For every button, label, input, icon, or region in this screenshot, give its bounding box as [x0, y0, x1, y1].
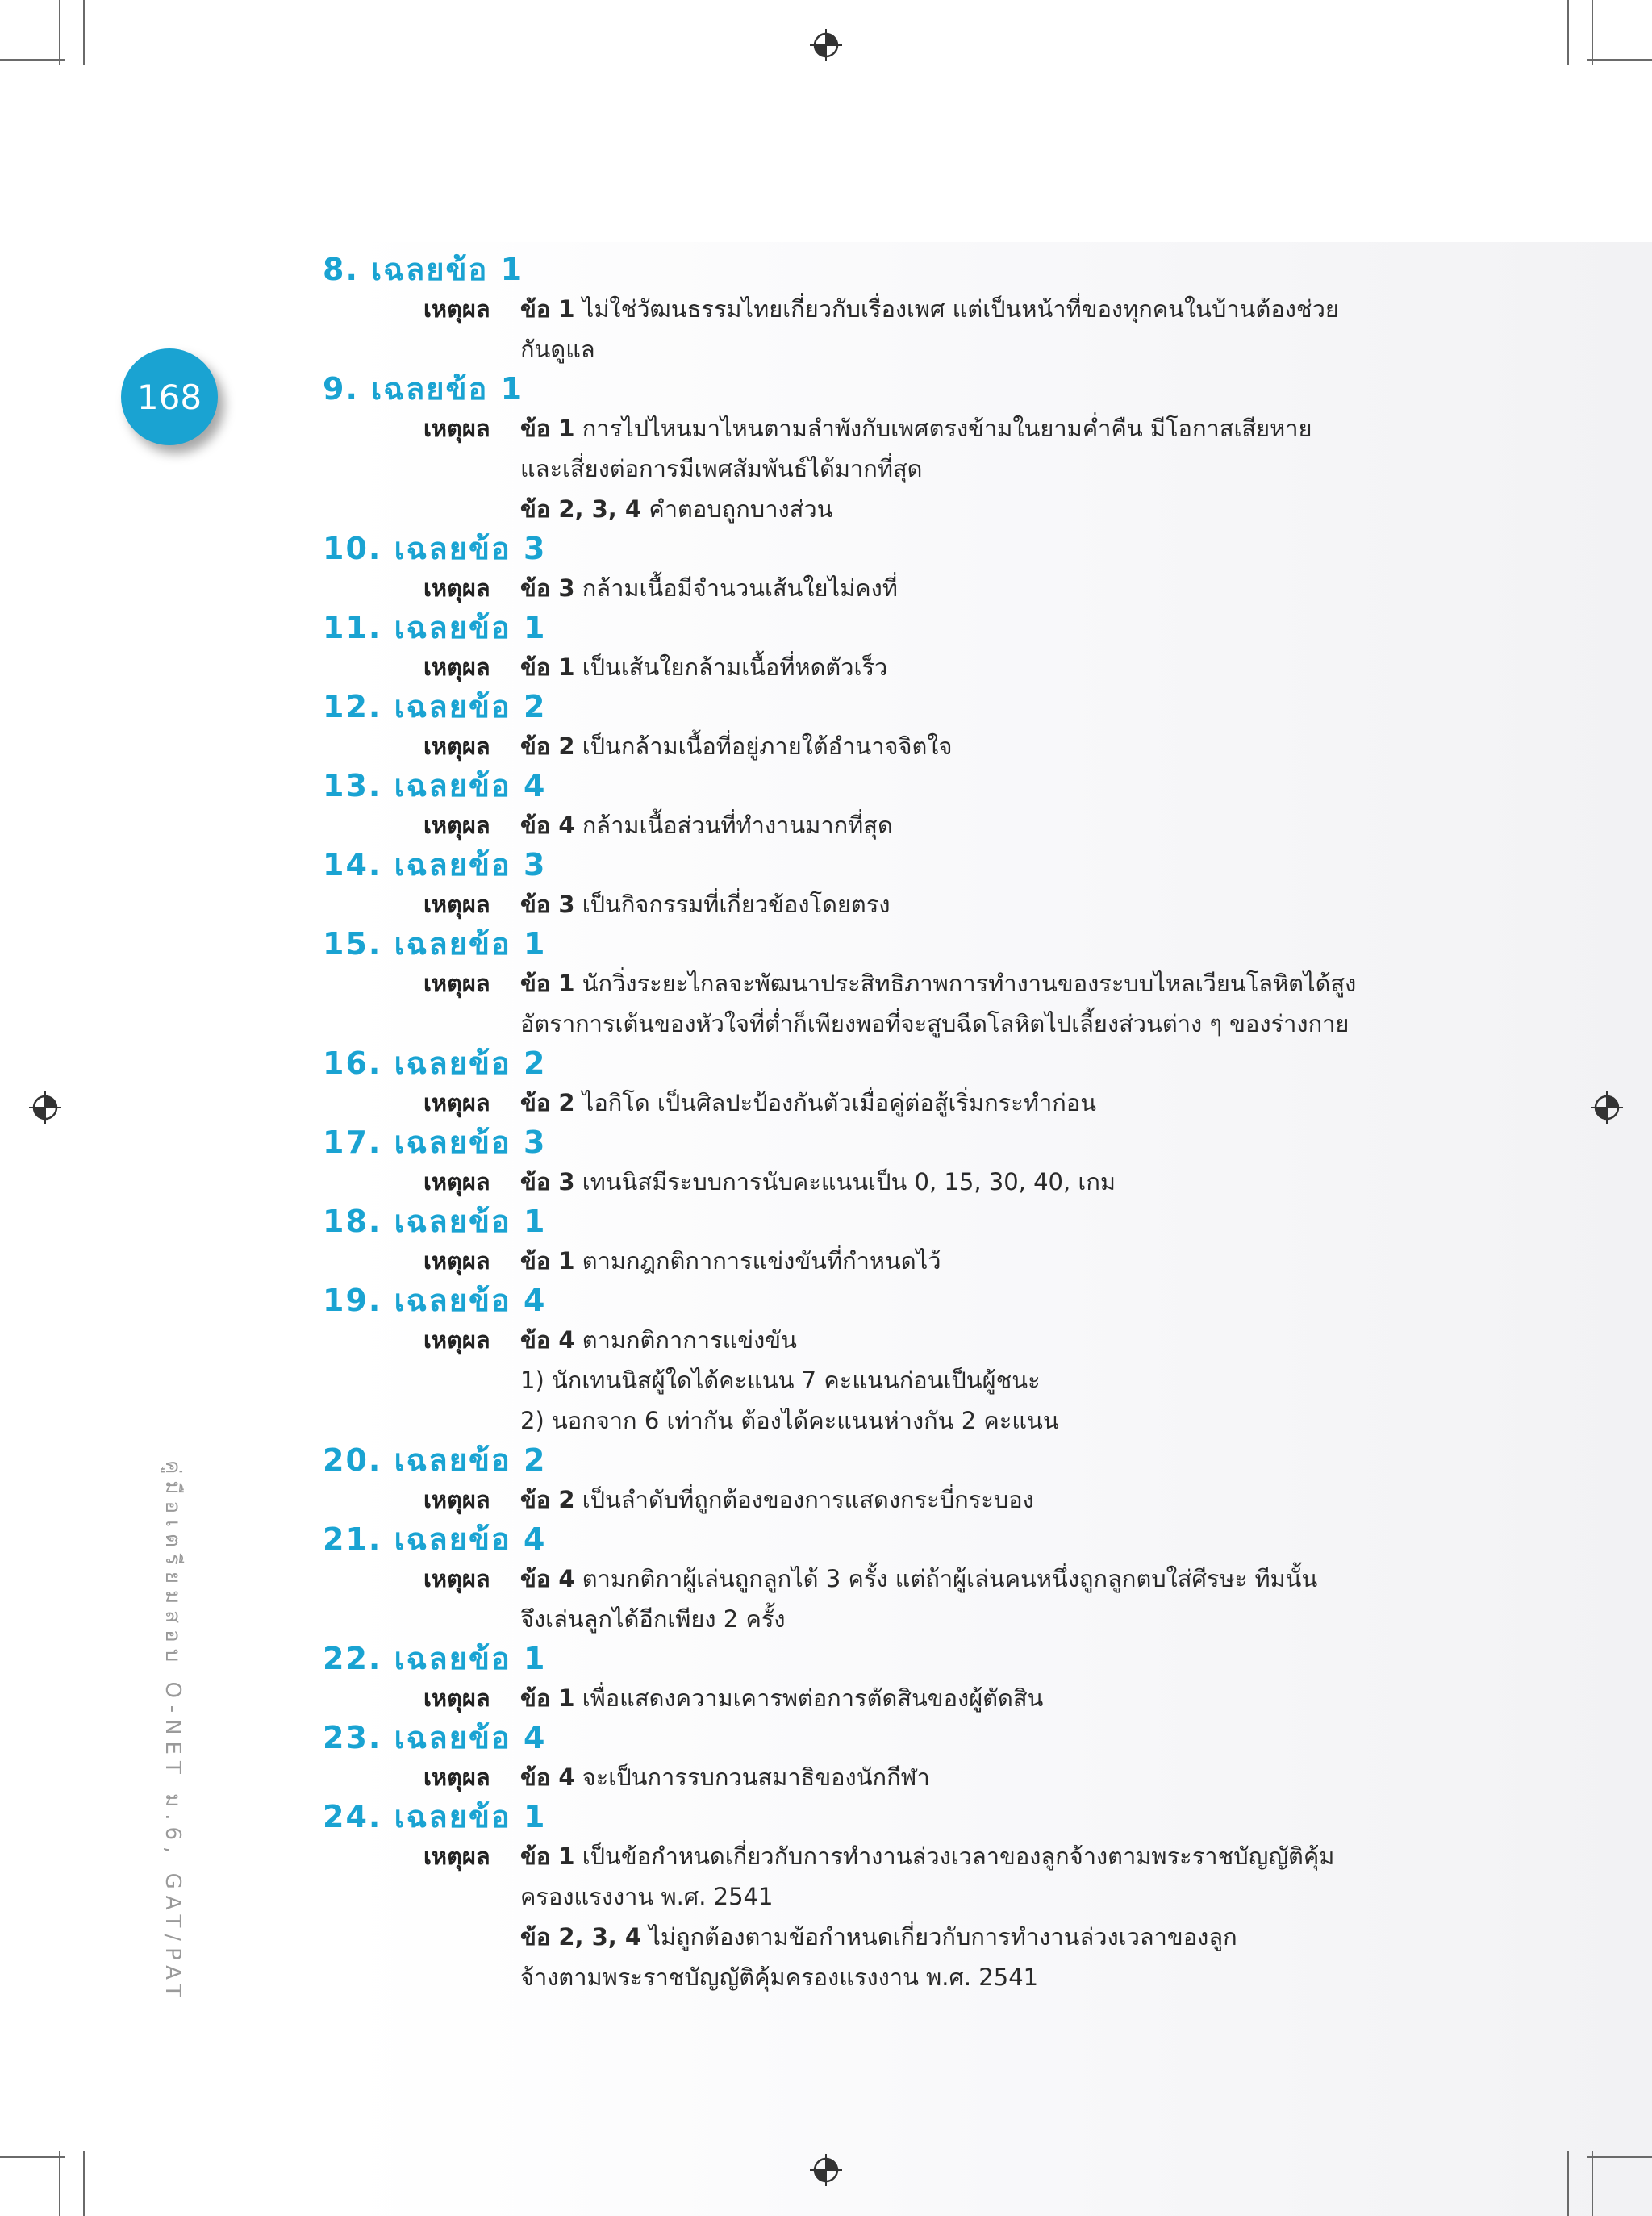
reason-text: เป็นข้อกำหนดเกี่ยวกับการทำงานล่วงเวลาของลูกจ้างตามพระราชบัญญัติคุ้ม: [574, 1842, 1335, 1870]
side-running-title: คู่มือเตรียมสอบ O-NET ม.6, GAT/PAT: [161, 1460, 185, 2004]
answer-item: [323, 845, 1452, 924]
reason-text: ไม่ใช่วัฒนธรรมไทยเกี่ยวกับเรื่องเพศ แต่เป็นหน้าที่ของทุกคนในบ้านต้องช่วย: [574, 295, 1339, 323]
question-number: 13.: [323, 768, 382, 803]
reason-line: [520, 1559, 1452, 1599]
answer-choice: เฉลยข้อ 1: [394, 610, 547, 645]
reason-label: เหตุผล: [423, 732, 490, 760]
reason-label: เหตุผล: [423, 970, 490, 997]
choice-reference: ข้อ 4: [520, 1565, 575, 1592]
choice-reference: ข้อ 1: [520, 295, 575, 323]
answer-heading: [323, 1639, 1452, 1678]
reason-line: [520, 1083, 1452, 1123]
reason-label: เหตุผล: [423, 1684, 490, 1712]
reason-label: เหตุผล: [423, 1089, 490, 1116]
reason-line: [520, 1320, 1452, 1360]
answer-heading: [323, 1441, 1452, 1479]
reason-text: ไม่ถูกต้องตามข้อกำหนดเกี่ยวกับการทำงานล่วงเวลาของลูก: [641, 1923, 1237, 1951]
reason-text: กล้ามเนื้อมีจำนวนเส้นใยไม่คงที่: [574, 574, 898, 602]
answer-item: [323, 1202, 1452, 1281]
reason-line: [520, 726, 1452, 766]
answer-heading: [323, 845, 1452, 884]
question-number: 19.: [323, 1283, 382, 1318]
reason-label: เหตุผล: [423, 1565, 490, 1592]
reason-label: เหตุผล: [423, 1326, 490, 1354]
crop-mark: [1567, 0, 1569, 65]
crop-mark: [83, 2151, 85, 2216]
reason-text: ครองแรงงาน พ.ศ. 2541: [520, 1883, 774, 1910]
choice-reference: ข้อ 3: [520, 891, 575, 918]
answer-heading: [323, 1797, 1452, 1836]
answer-choice: เฉลยข้อ 1: [394, 1641, 547, 1676]
reason-line: [520, 647, 1452, 687]
reason-line: [520, 884, 1452, 924]
answer-item: [323, 369, 1452, 529]
reason-block: [323, 805, 1452, 845]
reason-block: [323, 1836, 1452, 1997]
question-number: 15.: [323, 926, 382, 962]
crop-mark: [1592, 2151, 1593, 2216]
reason-block: [323, 1757, 1452, 1797]
reason-line: [520, 1678, 1452, 1718]
registration-mark-icon: [810, 29, 842, 61]
reason-text: ตามกติกาการแข่งขัน: [574, 1326, 797, 1354]
reason-block: [323, 1320, 1452, 1441]
answer-choice: เฉลยข้อ 2: [394, 1045, 547, 1081]
choice-reference: ข้อ 4: [520, 1763, 575, 1791]
reason-line: [520, 1360, 1452, 1400]
reason-text: เป็นเส้นใยกล้ามเนื้อที่หดตัวเร็ว: [574, 653, 888, 681]
reason-label: เหตุผล: [423, 653, 490, 681]
choice-reference: ข้อ 3: [520, 574, 575, 602]
choice-reference: ข้อ 1: [520, 1842, 575, 1870]
answer-heading: [323, 1281, 1452, 1320]
reason-text: ตามกติกาผู้เล่นถูกลูกได้ 3 ครั้ง แต่ถ้าผู้เล่นคนหนึ่งถูกลูกตบใส่ศีรษะ ทีมนั้น: [574, 1565, 1318, 1592]
answer-heading: [323, 766, 1452, 805]
reason-line: [520, 289, 1452, 329]
reason-line: [520, 1957, 1452, 1997]
reason-label: เหตุผล: [423, 1168, 490, 1196]
choice-reference: ข้อ 2: [520, 1486, 575, 1513]
answer-choice: เฉลยข้อ 4: [394, 1283, 547, 1318]
reason-text: กล้ามเนื้อส่วนที่ทำงานมากที่สุด: [574, 812, 893, 839]
reason-line: [520, 1479, 1452, 1520]
reason-line: [520, 1917, 1452, 1957]
answer-heading: [323, 1718, 1452, 1757]
answer-choice: เฉลยข้อ 1: [371, 252, 524, 287]
reason-text: นักวิ่งระยะไกลจะพัฒนาประสิทธิภาพการทำงานของระบบไหลเวียนโลหิตได้สูง: [574, 970, 1357, 997]
question-number: 23.: [323, 1720, 382, 1755]
reason-text: อัตราการเต้นของหัวใจที่ต่ำก็เพียงพอที่จะสูบฉีดโลหิตไปเลี้ยงส่วนต่าง ๆ ของร่างกาย: [520, 1010, 1350, 1037]
answer-heading: [323, 369, 1452, 408]
reason-line: [520, 1757, 1452, 1797]
crop-mark: [1567, 2151, 1569, 2216]
answer-choice: เฉลยข้อ 3: [394, 1125, 547, 1160]
answer-item: [323, 766, 1452, 845]
answer-heading: [323, 529, 1452, 568]
answer-choice: เฉลยข้อ 3: [394, 847, 547, 883]
answer-item: [323, 1044, 1452, 1123]
reason-block: [323, 1559, 1452, 1639]
reason-text: เทนนิสมีระบบการนับคะแนนเป็น 0, 15, 30, 40, เกม: [574, 1168, 1116, 1196]
answer-heading: [323, 250, 1452, 289]
answer-heading: [323, 1202, 1452, 1241]
choice-reference: ข้อ 1: [520, 415, 575, 442]
reason-block: [323, 647, 1452, 687]
choice-reference: ข้อ 1: [520, 970, 575, 997]
question-number: 11.: [323, 610, 382, 645]
reason-line: [520, 408, 1452, 449]
reason-block: [323, 1241, 1452, 1281]
answer-choice: เฉลยข้อ 1: [394, 1799, 547, 1834]
answer-item: [323, 1639, 1452, 1718]
reason-line: [520, 1836, 1452, 1876]
reason-text: เป็นลำดับที่ถูกต้องของการแสดงกระบี่กระบอง: [574, 1486, 1034, 1513]
question-number: 18.: [323, 1204, 382, 1239]
crop-mark: [83, 0, 85, 65]
reason-label: เหตุผล: [423, 1842, 490, 1870]
reason-block: [323, 568, 1452, 608]
answer-heading: [323, 1044, 1452, 1083]
reason-text: จ้างตามพระราชบัญญัติคุ้มครองแรงงาน พ.ศ. 2541: [520, 1964, 1039, 1991]
reason-block: [323, 1162, 1452, 1202]
reason-label: เหตุผล: [423, 295, 490, 323]
crop-mark: [0, 59, 65, 61]
answer-choice: เฉลยข้อ 2: [394, 689, 547, 724]
answer-choice: เฉลยข้อ 4: [394, 1521, 547, 1557]
reason-label: เหตุผล: [423, 1486, 490, 1513]
reason-line: [520, 329, 1452, 369]
choice-reference: ข้อ 1: [520, 1247, 575, 1275]
answer-item: [323, 1441, 1452, 1520]
reason-text: และเสี่ยงต่อการมีเพศสัมพันธ์ได้มากที่สุด: [520, 455, 923, 482]
reason-block: [323, 408, 1452, 529]
reason-block: [323, 726, 1452, 766]
question-number: 24.: [323, 1799, 382, 1834]
question-number: 9.: [323, 371, 359, 407]
answer-item: [323, 1123, 1452, 1202]
registration-mark-icon: [29, 1091, 61, 1124]
choice-reference: ข้อ 4: [520, 812, 575, 839]
answer-heading: [323, 1123, 1452, 1162]
choice-reference: ข้อ 1: [520, 1684, 575, 1712]
answer-item: [323, 1718, 1452, 1797]
reason-text: คำตอบถูกบางส่วน: [641, 495, 833, 523]
question-number: 16.: [323, 1045, 382, 1081]
answer-item: [323, 1797, 1452, 1997]
crop-mark: [1587, 2156, 1652, 2158]
reason-block: [323, 289, 1452, 369]
question-number: 17.: [323, 1125, 382, 1160]
reason-text: 1) นักเทนนิสผู้ใดได้คะแนน 7 คะแนนก่อนเป็นผู้ชนะ: [520, 1367, 1041, 1394]
answer-choice: เฉลยข้อ 3: [394, 531, 547, 566]
reason-text: เป็นกิจกรรมที่เกี่ยวข้องโดยตรง: [574, 891, 891, 918]
reason-label: เหตุผล: [423, 812, 490, 839]
answer-heading: [323, 1520, 1452, 1559]
reason-line: [520, 1162, 1452, 1202]
reason-line: [520, 568, 1452, 608]
answer-key-list: [323, 250, 1452, 1997]
reason-text: จะเป็นการรบกวนสมาธิของนักกีฬา: [574, 1763, 930, 1791]
answer-item: [323, 924, 1452, 1044]
answer-choice: เฉลยข้อ 4: [394, 768, 547, 803]
reason-line: [520, 1241, 1452, 1281]
question-number: 14.: [323, 847, 382, 883]
reason-text: เพื่อแสดงความเคารพต่อการตัดสินของผู้ตัดสิน: [574, 1684, 1044, 1712]
registration-mark-icon: [810, 2154, 842, 2186]
reason-block: [323, 963, 1452, 1044]
choice-reference: ข้อ 2: [520, 732, 575, 760]
reason-block: [323, 884, 1452, 924]
reason-label: เหตุผล: [423, 415, 490, 442]
crop-mark: [59, 0, 60, 65]
reason-line: [520, 1876, 1452, 1917]
answer-item: [323, 1281, 1452, 1441]
choice-reference: ข้อ 3: [520, 1168, 575, 1196]
reason-label: เหตุผล: [423, 891, 490, 918]
answer-item: [323, 687, 1452, 766]
reason-label: เหตุผล: [423, 574, 490, 602]
reason-block: [323, 1678, 1452, 1718]
question-number: 10.: [323, 531, 382, 566]
crop-mark: [0, 2156, 65, 2158]
choice-reference: ข้อ 4: [520, 1326, 575, 1354]
reason-block: [323, 1083, 1452, 1123]
choice-reference: ข้อ 2: [520, 1089, 575, 1116]
choice-reference: ข้อ 2, 3, 4: [520, 495, 642, 523]
answer-heading: [323, 924, 1452, 963]
answer-heading: [323, 687, 1452, 726]
answer-choice: เฉลยข้อ 1: [394, 926, 547, 962]
page-number-badge: 168: [121, 348, 218, 445]
reason-line: [520, 1599, 1452, 1639]
reason-text: การไปไหนมาไหนตามลำพังกับเพศตรงข้ามในยามค่ำคืน มีโอกาสเสียหาย: [574, 415, 1312, 442]
reason-text: จึงเล่นลูกได้อีกเพียง 2 ครั้ง: [520, 1605, 786, 1633]
choice-reference: ข้อ 1: [520, 653, 575, 681]
answer-item: [323, 1520, 1452, 1639]
question-number: 21.: [323, 1521, 382, 1557]
reason-line: [520, 1400, 1452, 1441]
answer-choice: เฉลยข้อ 2: [394, 1442, 547, 1478]
reason-block: [323, 1479, 1452, 1520]
answer-choice: เฉลยข้อ 1: [394, 1204, 547, 1239]
question-number: 8.: [323, 252, 359, 287]
registration-mark-icon: [1591, 1091, 1623, 1124]
reason-label: เหตุผล: [423, 1763, 490, 1791]
answer-heading: [323, 608, 1452, 647]
answer-item: [323, 608, 1452, 687]
reason-line: [520, 805, 1452, 845]
reason-text: กันดูแล: [520, 336, 595, 363]
answer-choice: เฉลยข้อ 1: [371, 371, 524, 407]
reason-line: [520, 489, 1452, 529]
question-number: 22.: [323, 1641, 382, 1676]
reason-text: เป็นกล้ามเนื้อที่อยู่ภายใต้อำนาจจิตใจ: [574, 732, 953, 760]
question-number: 20.: [323, 1442, 382, 1478]
reason-line: [520, 963, 1452, 1004]
answer-item: [323, 529, 1452, 608]
answer-choice: เฉลยข้อ 4: [394, 1720, 547, 1755]
reason-line: [520, 1004, 1452, 1044]
crop-mark: [1592, 0, 1593, 65]
reason-text: ไอกิโด เป็นศิลปะป้องกันตัวเมื่อคู่ต่อสู้เริ่มกระทำก่อน: [574, 1089, 1097, 1116]
crop-mark: [59, 2151, 60, 2216]
question-number: 12.: [323, 689, 382, 724]
choice-reference: ข้อ 2, 3, 4: [520, 1923, 642, 1951]
reason-text: ตามกฎกติกาการแข่งขันที่กำหนดไว้: [574, 1247, 941, 1275]
crop-mark: [1587, 59, 1652, 61]
reason-line: [520, 449, 1452, 489]
reason-text: 2) นอกจาก 6 เท่ากัน ต้องได้คะแนนห่างกัน 2 คะแนน: [520, 1407, 1059, 1434]
answer-item: [323, 250, 1452, 369]
reason-label: เหตุผล: [423, 1247, 490, 1275]
